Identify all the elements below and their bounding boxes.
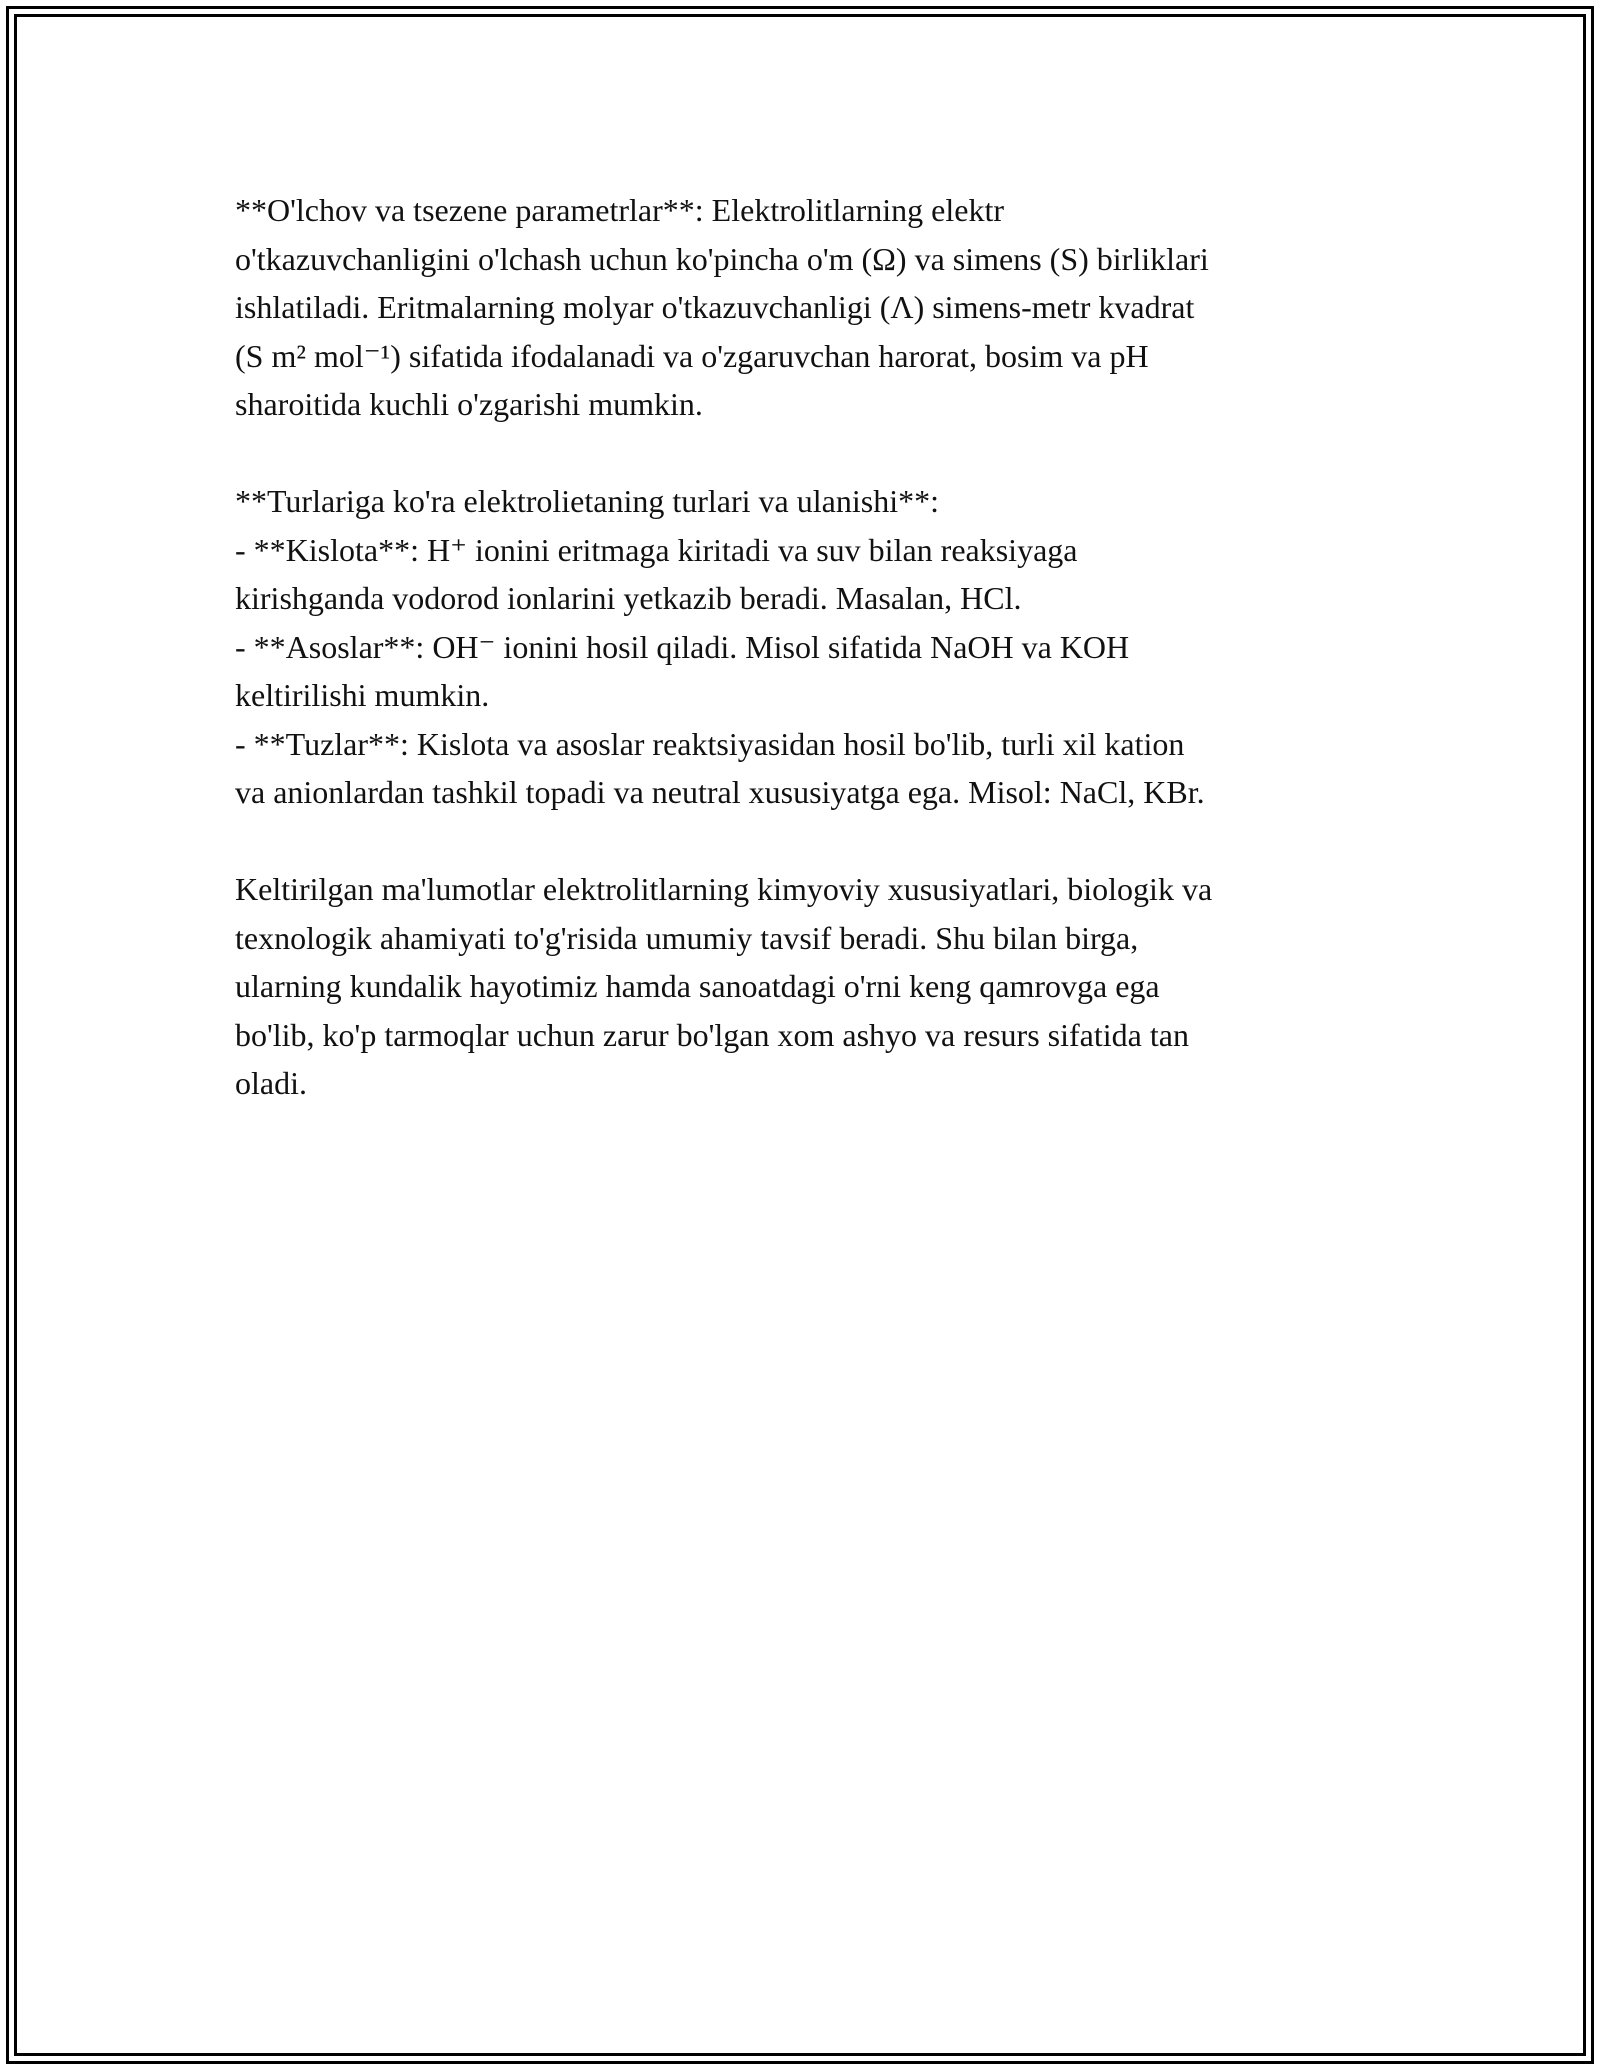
text-line: o'tkazuvchanligini o'lchash uchun ko'pincha o'm (Ω) va simens (S) birliklari [235, 240, 1209, 277]
text-line: Keltirilgan ma'lumotlar elektrolitlarning kimyoviy xususiyatlari, biologik va [235, 871, 1213, 907]
list-item-acid: - **Kislota**: H⁺ ionini eritmaga kiritadi va suv bilan reaksiyaga [235, 531, 1078, 568]
text-line: (S m² mol⁻¹) sifatida ifodalanadi va o'zgaruvchan harorat, bosim va pH [235, 337, 1149, 374]
document-body [235, 186, 1365, 1156]
paragraph-electrolyte-types [235, 477, 1365, 817]
text-line: ishlatiladi. Eritmalarning molyar o'tkazuvchanligi (Λ) simens-metr kvadrat [235, 289, 1195, 325]
paragraph-conclusion [235, 865, 1365, 1108]
text-line: texnologik ahamiyati to'g'risida umumiy tavsif beradi. Shu bilan birga, [235, 919, 1139, 956]
text-line: **Turlariga ko'ra elektrolietaning turlari va ulanishi**: [235, 483, 939, 519]
list-item-bases: - **Asoslar**: OH⁻ ionini hosil qiladi. Misol sifatida NaOH va KOH [235, 628, 1130, 665]
text-line: va anionlardan tashkil topadi va neutral xususiyatga ega. Misol: NaCl, KBr. [235, 774, 1205, 810]
text-line: ularning kundalik hayotimiz hamda sanoatdagi o'rni keng qamrovga ega [235, 968, 1160, 1004]
list-item-salts: - **Tuzlar**: Kislota va asoslar reaktsiyasidan hosil bo'lib, turli xil kation [235, 725, 1185, 762]
text-line: oladi. [235, 1065, 307, 1101]
paragraph-measurement-parameters [235, 186, 1365, 429]
text-line: bo'lib, ko'p tarmoqlar uchun zarur bo'lgan xom ashyo va resurs sifatida tan [235, 1016, 1189, 1053]
text-line: kirishganda vodorod ionlarini yetkazib beradi. Masalan, HCl. [235, 580, 1022, 616]
text-line: keltirilishi mumkin. [235, 677, 490, 713]
text-line: sharoitida kuchli o'zgarishi mumkin. [235, 386, 703, 422]
text-line: **O'lchov va tsezene parametrlar**: Elektrolitlarning elektr [235, 192, 1005, 228]
